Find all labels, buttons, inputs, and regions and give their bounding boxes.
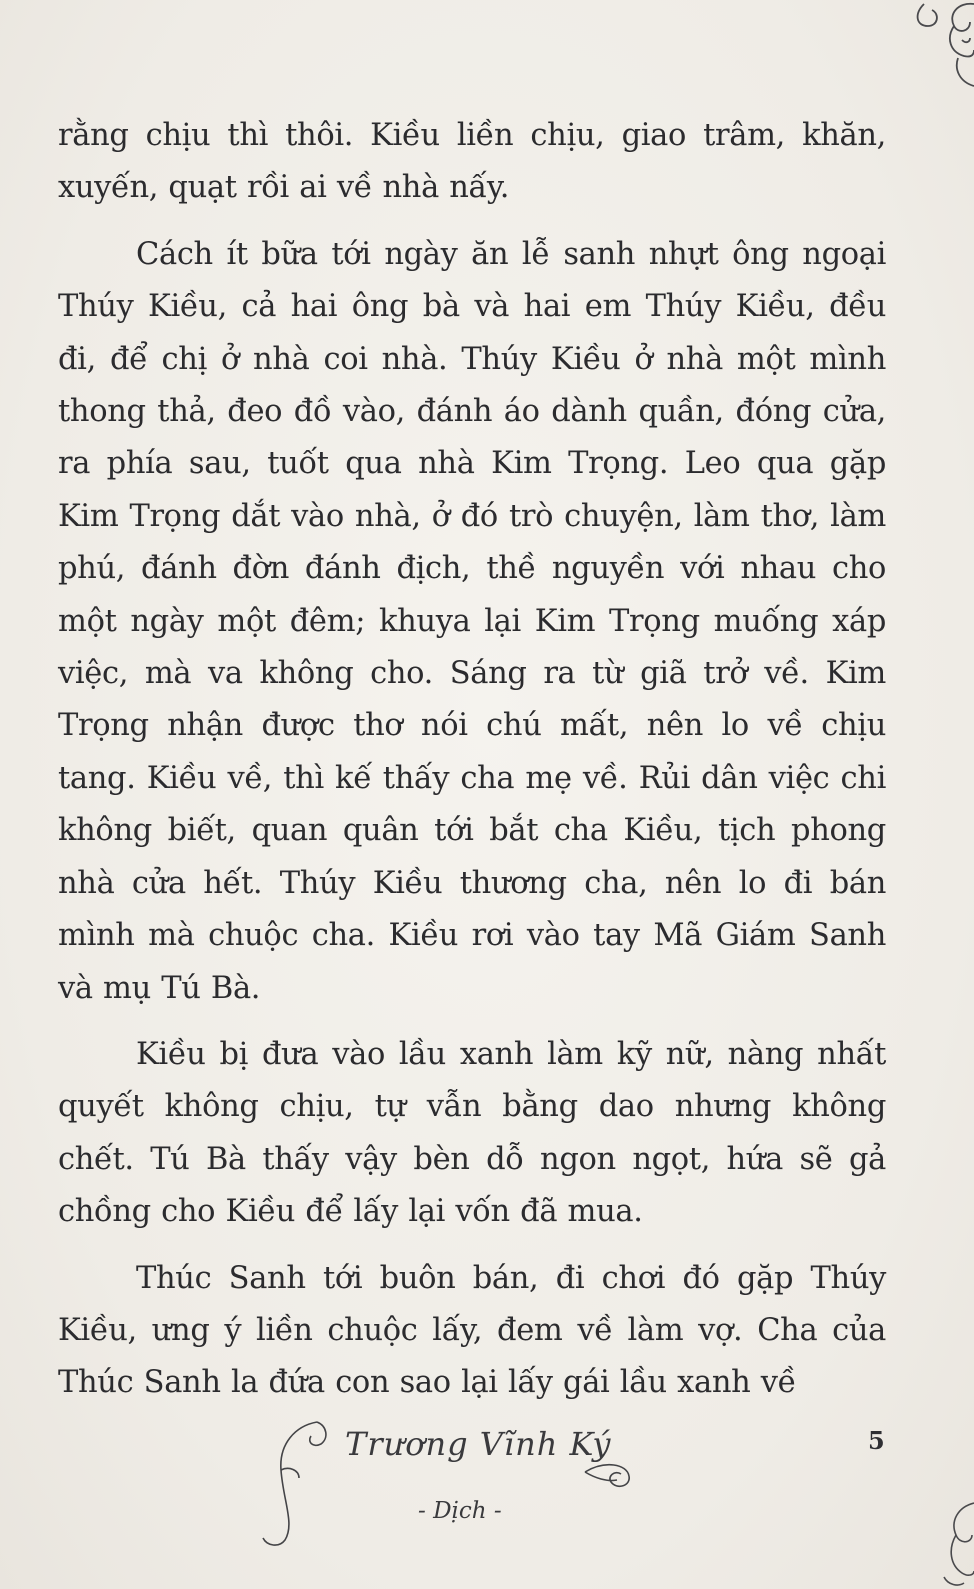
page-number: 5: [868, 1426, 885, 1455]
footer-author: Trương Vĩnh Ký: [345, 1425, 612, 1463]
paragraph-2: Cách ít bữa tới ngày ăn lễ sanh nhựt ông ngoại Thúy Kiều, cả hai ông bà và hai em Thúy Kiều, đều đi, để chị ở nhà coi nhà. Thúy Kiều ở nhà một mình thong thả, đeo đồ vào, đánh áo dành quần, đóng cửa, ra phía sau, tuốt qua nhà Kim Trọng. Leo qua gặp Kim Trọng dắt vào nhà, ở đó trò chuyện, làm thơ, làm phú, đánh đờn đánh địch, thề nguyền với nhau cho một ngày một đêm; khuya lại Kim Trọng muống xáp việc, mà va không cho. Sáng ra từ giã trở về. Kim Trọng nhận được thơ nói chú mất, nên lo về chịu tang. Kiều về, thì kế thấy cha mẹ về. Rủi dân việc chi không biết, quan quân tới bắt cha Kiều, tịch phong nhà cửa hết. Thúy Kiều thương cha, nên lo đi bán mình mà chuộc cha. Kiều rơi vào tay Mã Giám Sanh và mụ Tú Bà.: [58, 236, 886, 1006]
body-text: [58, 110, 886, 1410]
footer-role: - Dịch -: [418, 1498, 502, 1524]
paragraph-4: Thúc Sanh tới buôn bán, đi chơi đó gặp Thúy Kiều, ưng ý liền chuộc lấy, đem về làm vợ. Cha của Thúc Sanh la đứa con sao lại lấy gái lầu xanh về: [58, 1260, 886, 1401]
corner-ornament-bottom-right: [914, 1499, 974, 1589]
paragraph-1: rằng chịu thì thôi. Kiều liền chịu, giao trâm, khăn, xuyến, quạt rồi ai về nhà nấy.: [58, 118, 886, 206]
corner-ornament-top-right: [854, 0, 974, 100]
paragraph-3: Kiều bị đưa vào lầu xanh làm kỹ nữ, nàng nhất quyết không chịu, tự vẫn bằng dao nhưng không chết. Tú Bà thấy vậy bèn dỗ ngon ngọt, hứa sẽ gả chồng cho Kiều để lấy lại vốn đã mua.: [58, 1036, 886, 1230]
